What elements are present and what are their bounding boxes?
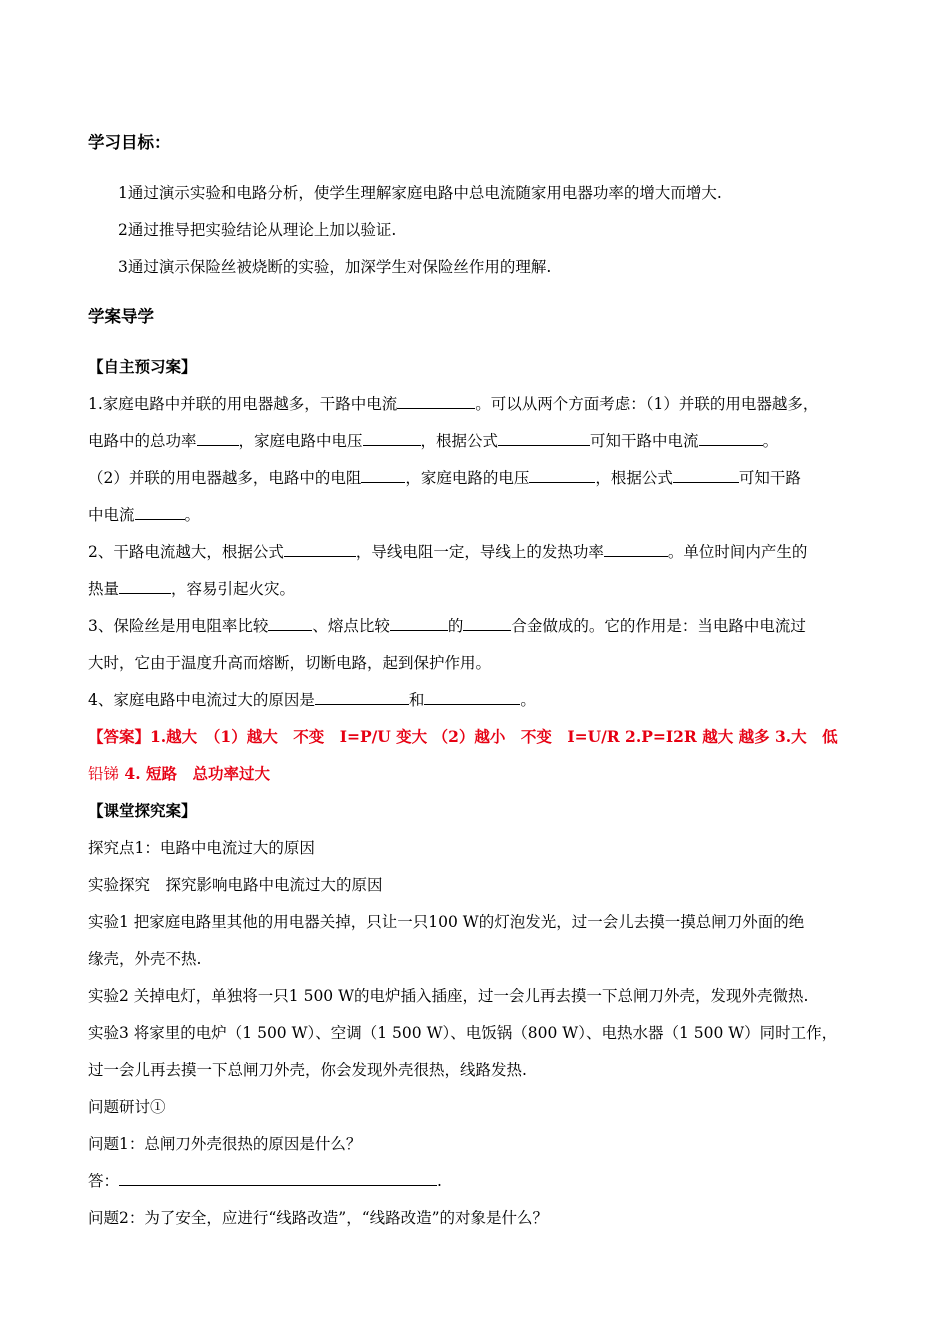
- experiment-1-line-1: 实验1 把家庭电路里其他的用电器关掉，只让一只100 W的灯泡发光，过一会儿去摸一摸总闸刀外面的绝: [88, 913, 805, 931]
- answer-blank[interactable]: [361, 467, 405, 483]
- experiment-1-line-2: 缘壳，外壳不热.: [88, 950, 202, 968]
- answer-blank[interactable]: [699, 430, 763, 446]
- answer-blank[interactable]: [315, 689, 409, 705]
- heading-guide: 学案导学: [88, 307, 154, 326]
- answer-blank[interactable]: [119, 578, 171, 594]
- answer-blank[interactable]: [135, 504, 185, 520]
- answer-line-1: 【答案】1.越大 （1）越大 不变 I=P/U 变大 （2）越小 不变 I=U/R 2.P=I2R 越大 越多 3.大 低: [88, 727, 838, 746]
- answer-blank[interactable]: [390, 615, 448, 631]
- q1-line-3: （2）并联的用电器越多，电路中的电阻 ，家庭电路的电压 ，根据公式 可知干路: [88, 469, 801, 487]
- answer-blank[interactable]: [197, 430, 239, 446]
- answer-blank[interactable]: [119, 1170, 437, 1186]
- answer-1-line: 答： .: [88, 1172, 442, 1190]
- q2-line-1: 2、干路电流越大，根据公式 ，导线电阻一定，导线上的发热功率 。单位时间内产生的: [88, 543, 808, 561]
- goal-3: 3通过演示保险丝被烧断的实验，加深学生对保险丝作用的理解.: [118, 258, 552, 276]
- experiment-2: 实验2 关掉电灯，单独将一只1 500 W的电炉插入插座，过一会儿再去摸一下总闸刀外壳，发现外壳微热.: [88, 987, 809, 1005]
- goal-2: 2通过推导把实验结论从理论上加以验证.: [118, 221, 397, 239]
- heading-learning-goals: 学习目标：: [88, 133, 171, 152]
- q1-line-2: 电路中的总功率 ，家庭电路中电压 ，根据公式 可知干路中电流 。: [88, 432, 779, 450]
- section-preview-title: 【自主预习案】: [88, 357, 197, 376]
- question-2: 问题2：为了安全，应进行“线路改造”，“线路改造”的对象是什么？: [88, 1209, 549, 1227]
- discussion-heading: 问题研讨①: [88, 1098, 166, 1116]
- explore-point-1: 探究点1：电路中电流过大的原因: [88, 839, 315, 857]
- answer-blank[interactable]: [284, 541, 356, 557]
- experiment-3-line-2: 过一会儿再去摸一下总闸刀外壳，你会发现外壳很热，线路发热.: [88, 1061, 527, 1079]
- answer-blank[interactable]: [673, 467, 739, 483]
- answer-blank[interactable]: [363, 430, 421, 446]
- answer-blank[interactable]: [529, 467, 595, 483]
- answer-blank[interactable]: [604, 541, 668, 557]
- q2-line-2: 热量 ，容易引起火灾。: [88, 580, 296, 598]
- goal-1: 1通过演示实验和电路分析，使学生理解家庭电路中总电流随家用电器功率的增大而增大.: [118, 184, 722, 202]
- q3-line-2: 大时，它由于温度升高而熔断，切断电路，起到保护作用。: [88, 654, 492, 672]
- experiment-title: 实验探究 探究影响电路中电流过大的原因: [88, 876, 383, 894]
- experiment-3-line-1: 实验3 将家里的电炉（1 500 W）、空调（1 500 W）、电饭锅（800 W）、电热水器（1 500 W）同时工作，: [88, 1024, 838, 1042]
- q1-line-1: 1.家庭电路中并联的用电器越多，干路中电流 。可以从两个方面考虑：（1）并联的用电器越多，: [88, 395, 819, 413]
- q1-line-4: 中电流 。: [88, 506, 201, 524]
- answer-line-2: 铅锑 4. 短路 总功率过大: [88, 764, 270, 783]
- answer-blank[interactable]: [397, 393, 475, 409]
- q4-line: 4、家庭电路中电流过大的原因是 和 。: [88, 691, 536, 709]
- answer-blank[interactable]: [268, 615, 312, 631]
- answer-blank[interactable]: [498, 430, 590, 446]
- q3-line-1: 3、保险丝是用电阻率比较 、熔点比较 的 合金做成的。它的作用是：当电路中电流过: [88, 617, 806, 635]
- answer-blank[interactable]: [463, 615, 511, 631]
- answer-blank[interactable]: [424, 689, 520, 705]
- section-class-title: 【课堂探究案】: [88, 801, 197, 820]
- question-1: 问题1：总闸刀外壳很热的原因是什么？: [88, 1135, 362, 1153]
